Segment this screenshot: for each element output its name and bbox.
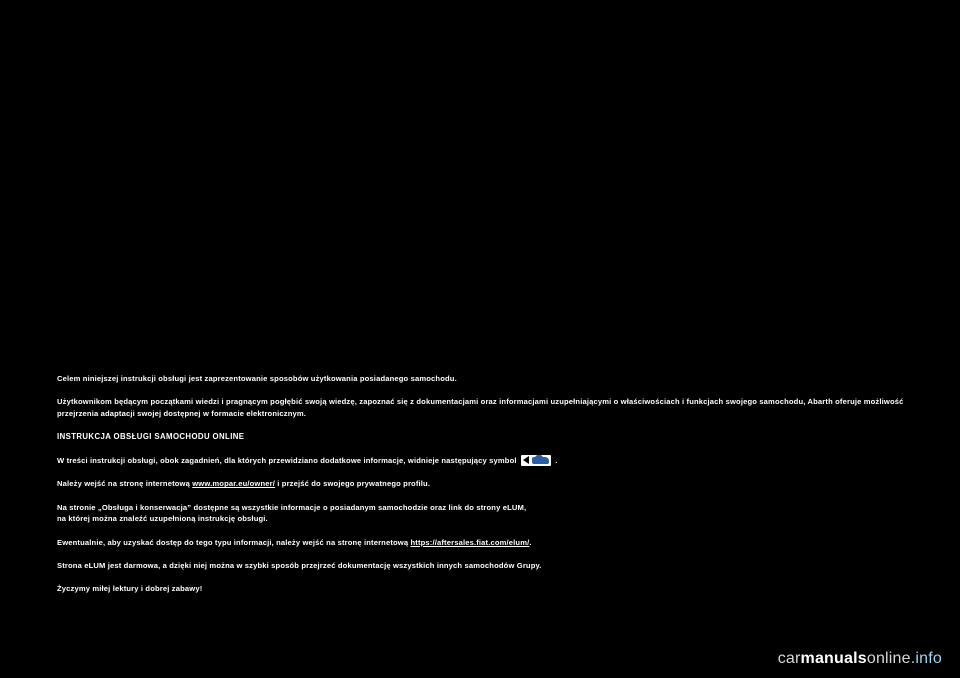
paragraph-8: Życzymy miłej lektury i dobrej zabawy!	[57, 584, 203, 594]
arrow-car-icon	[521, 455, 551, 466]
paragraph-7: Strona eLUM jest darmowa, a dzięki niej można w szybki sposób przejrzeć dokumentację wszystkich innych samochodów Grupy.	[57, 560, 542, 570]
intro-paragraph: Celem niniejszej instrukcji obsługi jest zaprezentowanie sposobów użytkowania posiadanego samochodu.	[57, 374, 457, 383]
section-heading: INSTRUKCJA OBSŁUGI SAMOCHODU ONLINE	[57, 432, 245, 442]
paragraph-3	[57, 455, 905, 467]
paragraph-6-text-b: .	[529, 537, 532, 547]
watermark-part-3: online	[866, 650, 911, 667]
paragraph-6	[57, 537, 905, 548]
watermark	[778, 650, 942, 668]
paragraph-5-line1: Na stronie „Obsługa i konserwacja” dostępne są wszystkie informacje o posiadanym samochodzie oraz link do strony eLUM,	[57, 502, 527, 512]
elum-link[interactable]: https://aftersales.fiat.com/elum/	[410, 537, 530, 547]
paragraph-2: Użytkownikom będącym początkami wiedzi i pragnącym pogłębić swoją wiedzę, zapoznać się z dokumentacjami oraz informacjami uzupełniającymi o właściwościach i funkcjach swojego samochodu, Abarth oferuje możliwość przejrzenia adaptacji swojej dostępnej w formacie elektronicznym.	[57, 397, 904, 418]
watermark-part-2: manuals	[800, 650, 867, 667]
paragraph-6-text-a: Ewentualnie, aby uzyskać dostęp do tego typu informacji, należy wejść na stronę internetową	[57, 537, 409, 547]
paragraph-4	[57, 478, 905, 489]
paragraph-5	[57, 502, 905, 525]
paragraph-4-text-b: i przejść do swojego prywatnego profilu.	[277, 479, 431, 489]
watermark-part-4: .info	[910, 650, 942, 667]
paragraph-4-text-a: Należy wejść na stronę internetową	[57, 479, 190, 489]
mopar-owner-link[interactable]: www.mopar.eu/owner/	[192, 479, 275, 489]
paragraph-5-line2: na której można znaleźć uzupełnioną instrukcję obsługi.	[57, 514, 268, 524]
paragraph-3-text-a: W treści instrukcji obsługi, obok zagadnień, dla których przewidziano dodatkowe informacje, widnieje następujący symbol	[57, 455, 517, 465]
watermark-part-1: car	[777, 650, 801, 667]
paragraph-3-text-b: .	[555, 455, 558, 465]
document-text-body	[57, 373, 905, 607]
